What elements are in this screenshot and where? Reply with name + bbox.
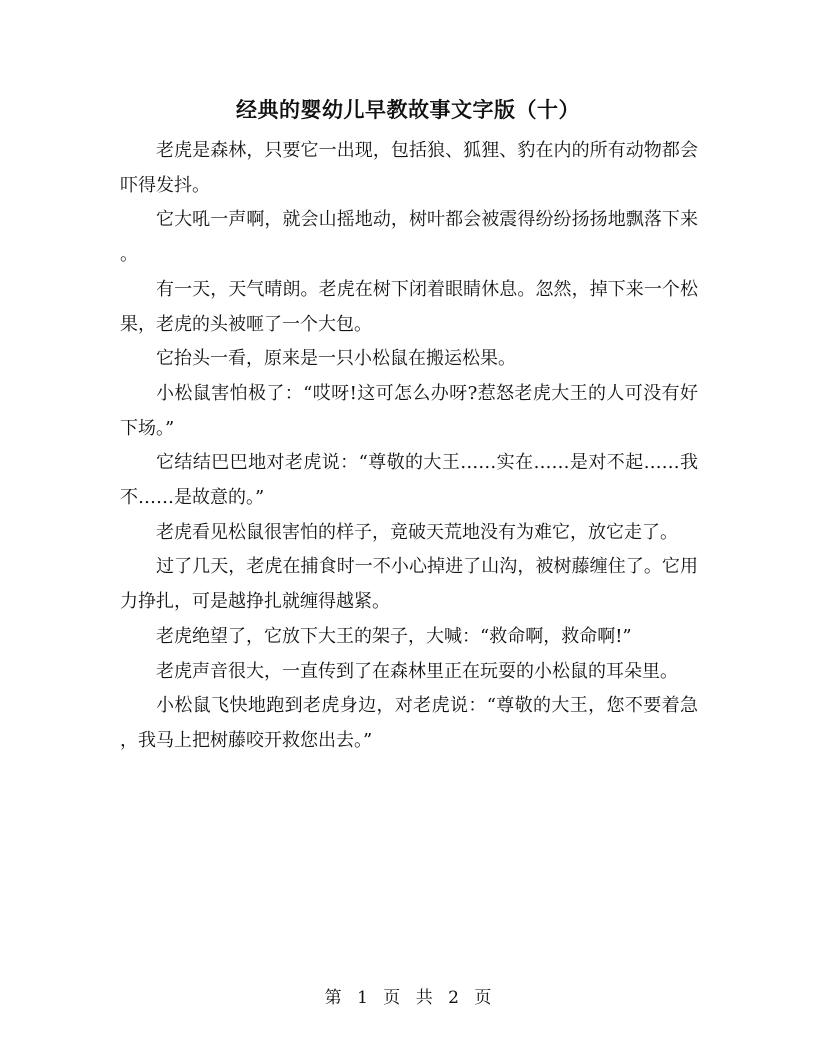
page-footer <box>0 986 816 1010</box>
paragraph: 老虎声音很大，一直传到了在森林里正在玩耍的小松鼠的耳朵里。 <box>156 660 678 682</box>
footer-suffix: 页 <box>474 988 492 1008</box>
paragraph: 过了几天，老虎在捕食时一不小心掉进了山沟，被树藤缠住了。它用力挣扎，可是越挣扎就缠得越紧。 <box>120 556 698 613</box>
paragraph: 有一天，天气晴朗。老虎在树下闭着眼睛休息。忽然，掉下来一个松果，老虎的头被咂了一个大包。 <box>120 278 698 335</box>
paragraph: 它大吼一声啊，就会山摇地动，树叶都会被震得纷纷扬扬地飘落下来。 <box>120 209 698 266</box>
paragraph: 老虎看见松鼠很害怕的样子，竟破天荒地没有为难它，放它走了。 <box>156 521 678 543</box>
page-number: 1 <box>357 988 368 1008</box>
paragraph: 小松鼠飞快地跑到老虎身边，对老虎说：“尊敬的大王，您不要着急，我马上把树藤咬开救您出去。” <box>120 695 698 751</box>
paragraph: 它结结巴巴地对老虎说：“尊敬的大王……实在……是对不起……我不……是故意的。” <box>120 452 698 509</box>
footer-prefix: 第 <box>324 988 342 1008</box>
page-total: 2 <box>448 988 459 1008</box>
paragraph: 老虎绝望了，它放下大王的架子，大喊：“救命啊，救命啊!” <box>156 625 632 647</box>
document-title: 经典的婴幼儿早教故事文字版（十） <box>236 97 580 122</box>
footer-total-label: 共 <box>415 988 433 1008</box>
paragraph: 老虎是森林，只要它一出现，包括狼、狐狸、豹在内的所有动物都会吓得发抖。 <box>120 140 698 196</box>
document-body <box>120 134 698 759</box>
paragraph: 它抬头一看，原来是一只小松鼠在搬运松果。 <box>156 348 516 370</box>
footer-middle: 页 <box>383 988 401 1008</box>
paragraph: 小松鼠害怕极了：“哎呀!这可怎么办呀?惹怒老虎大王的人可没有好下场。” <box>120 382 698 439</box>
